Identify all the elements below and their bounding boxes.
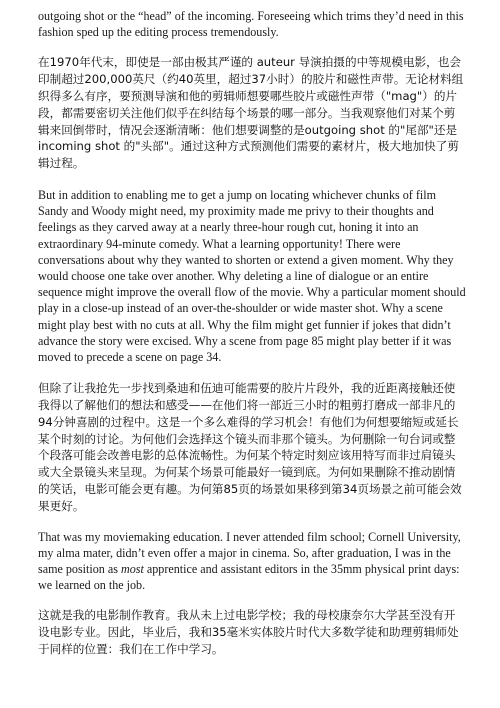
emphasis-most: most [120, 562, 144, 576]
document-page [38, 8, 466, 671]
paragraph-english-3-start: That was my moviemaking education. I never attended film school; Cornell University, my alma mater, didn’t even offer a major in cinema. So, after graduation, I was in the same position as [38, 529, 461, 576]
paragraph-english-1: outgoing shot or the “head” of the incoming. Foreseeing which trims they’d need in this fashion sped up the editing process tremendously. [38, 9, 464, 40]
paragraph-chinese-2: 但除了让我抢先一步找到桑迪和伍迪可能需要的胶片片段外，我的近距离接触还使我得以了解他们的想法和感受——在他们将一部近三小时的粗剪打磨成一部非凡的94分钟喜剧的过程中。这是一个多么难得的学习机会！有他们为何想要缩短或延长某个时刻的讨论。为何他们会选择这个镜头而非那个镜头。为何删除一句台词或整个段落可能会改善电影的总体流畅性。为何某个特定时刻应该用特写而非过肩镜头或大全景镜头来呈现。为何某个场景可能最好一镜到底。为何如果删除不推动剧情的笑话，电影可能会更有趣。为何第85页的场景如果移到第34页场景之前可能会效果更好。 [38, 381, 462, 513]
paragraph-english-2: But in addition to enabling me to get a jump on locating whichever chunks of film Sandy and Woody might need, my proximity made me privy to their thoughts and feelings as they carved away at a nearly three-hour rough cut, honing it into an extraordinary 94-minute comedy. What a learning opportunity! There were conversations about why they wanted to shorten or extend a given moment. Why they would choose one take over another. Why deleting a line of dialogue or an entire sequence might improve the overall flow of the movie. Why a particular moment should play in a close-up instead of an over-the-shoulder or wide master shot. Why a scene might play best with no cuts at all. Why the film might get funnier if jokes that didn’t advance the story were excised. Why a scene from page 85 might play better if it was moved to precede a scene on page 34. [38, 187, 466, 365]
paragraph-english-3-end: apprentice and assistant editors in the 35mm physical print days: we learned on the job. [38, 562, 460, 593]
paragraph-english-3 [38, 529, 466, 594]
paragraph-chinese-1: 在1970年代末，即使是一部由极其严谨的 auteur 导演拍摄的中等规模电影，也会印制超过200,000英尺（约40英里，超过37小时）的胶片和磁性声带。无论材料组织得多么有序，要预测导演和他的剪辑师想要哪些胶片或磁性声带（"mag"）的片段，都需要密切关注他们似乎在纠结每个场景的哪一部分。当我观察他们对某个剪辑来回倒带时，情况会逐渐清晰：他们想要调整的是outgoing shot 的"尾部"还是 incoming shot 的"头部"。通过这种方式预测他们需要的素材片，极大地加快了剪辑过程。 [38, 55, 464, 171]
paragraph-chinese-3: 这就是我的电影制作教育。我从未上过电影学校；我的母校康奈尔大学甚至没有开设电影专业。因此，毕业后，我和35毫米实体胶片时代大多数学徒和助理剪辑师处于同样的位置：我们在工作中学习。 [38, 608, 459, 656]
